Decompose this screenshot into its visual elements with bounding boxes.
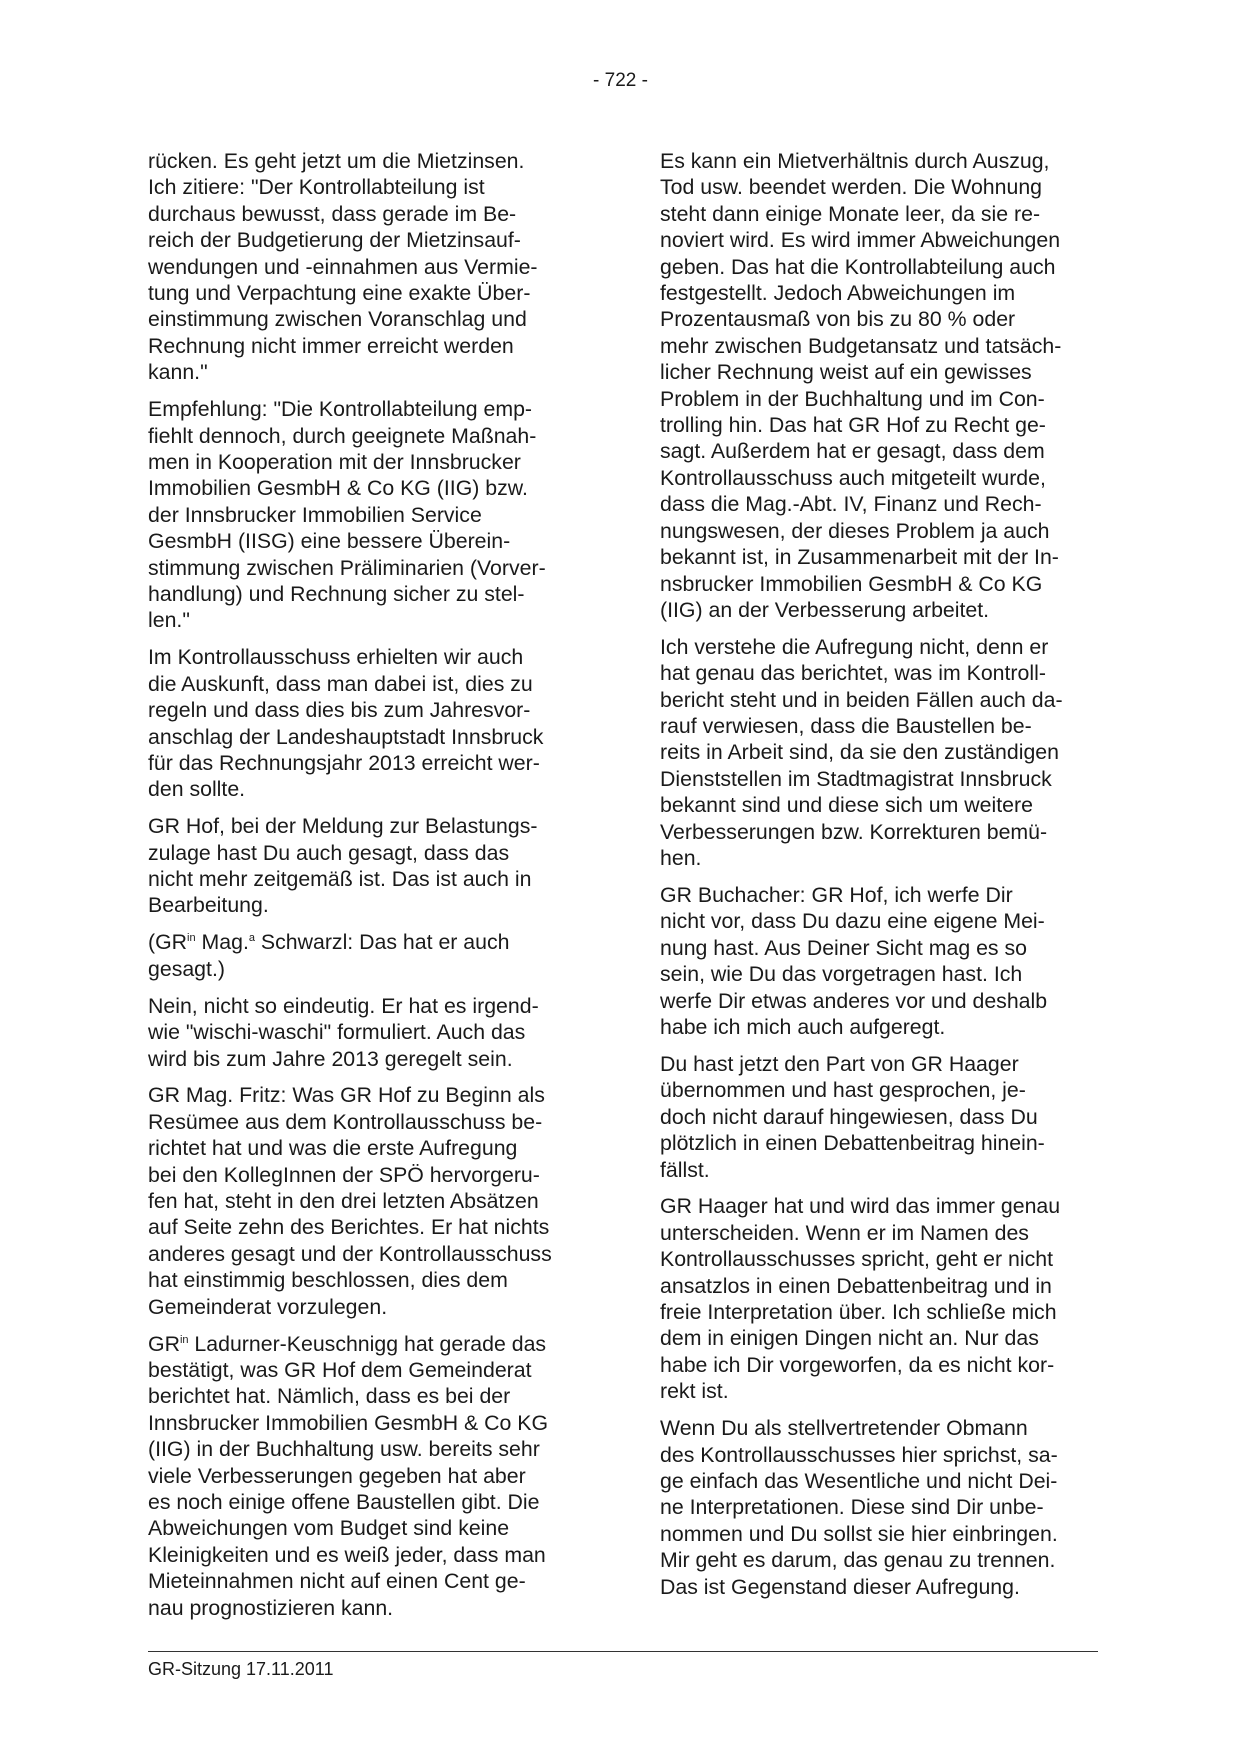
text-run: Schwarzl: Das hat er auch gesagt.) <box>148 930 510 981</box>
superscript: a <box>248 932 255 945</box>
paragraph: rücken. Es geht jetzt um die Mietzinsen. Ich zitiere: "Der Kontrollabteilung ist durchaus bewusst, dass gerade im Be- reich der Budgetierung der Mietzinsauf- wendungen und -einnahmen aus Vermie- tung und Verpachtung eine exakte Über- einstimmung zwischen Voranschlag und Rechnung nicht immer erreicht werden kann." <box>148 149 538 385</box>
paragraph: GR Buchacher: GR Hof, ich werfe Dir nicht vor, dass Du dazu eine eigene Mei- nung hast. Aus Deiner Sicht mag es so sein, wie Du das vorgetragen hast. Ich werfe Dir etwas anderes vor und deshalb habe ich mich auch aufgeregt. <box>660 882 1048 1039</box>
text-run: GR <box>148 1331 180 1356</box>
text-run: Mag. <box>195 930 249 955</box>
paragraph: Nein, nicht so eindeutig. Er hat es irgend- wie "wischi-waschi" formuliert. Auch das wird bis zum Jahre 2013 geregelt sein. <box>148 993 539 1071</box>
paragraph-interjection <box>148 929 588 982</box>
paragraph: Es kann ein Mietverhältnis durch Auszug, Tod usw. beendet werden. Die Wohnung steht dann einige Monate leer, da sie re- noviert wird. Es wird immer Abweichungen geben. Das hat die Kontrollabteilung auch festgestellt. Jedoch Abweichungen im Prozentausmaß von bis zu 80 % oder mehr zwischen Budgetansatz und tatsäch- licher Rechnung weist auf ein gewisses Problem in der Buchhaltung und im Con- trolling hin. Das hat GR Hof zu Recht ge- sagt. Außerdem hat er gesagt, dass dem Kontrollausschuss auch mitgeteilt wurde, dass die Mag.-Abt. IV, Finanz und Rech- nungswesen, der dieses Problem ja auch bekannt ist, in Zusammenarbeit mit der In- nsbrucker Immobilien GesmbH & Co KG (IIG) an der Verbesserung arbeitet. <box>660 149 1062 622</box>
superscript: in <box>179 1333 189 1346</box>
superscript: in <box>187 932 196 945</box>
footer-divider <box>148 1651 1098 1652</box>
paragraph: Du hast jetzt den Part von GR Haager übernommen und hast gesprochen, je- doch nicht darauf hingewiesen, dass Du plötzlich in einen Debattenbeitrag hinein- fällst. <box>660 1051 1045 1182</box>
paragraph: Im Kontrollausschuss erhielten wir auch die Auskunft, dass man dabei ist, dies zu regeln und dass dies bis zum Jahresvor- anschlag der Landeshauptstadt Innsbruck für das Rechnungsjahr 2013 erreicht wer- den sollte. <box>148 645 544 802</box>
page-number: - 722 - <box>593 70 648 91</box>
paragraph: Wenn Du als stellvertretender Obmann des Kontrollausschusses hier sprichst, sa- ge einfach das Wesentliche und nicht Dei- ne Interpretationen. Diese sind Dir unbe- nommen und Du sollst sie hier einbringen. Mir geht es darum, das genau zu trennen. Das ist Gegenstand dieser Aufregung. <box>660 1416 1058 1599</box>
paragraph: GR Haager hat und wird das immer genau unterscheiden. Wenn er im Namen des Kontrollausschusses spricht, geht er nicht ansatzlos in einen Debattenbeitrag und in freie Interpretation über. Ich schließe mich dem in einigen Dingen nicht an. Nur das habe ich Dir vorgeworfen, da es nicht kor- rekt ist. <box>660 1194 1061 1404</box>
paragraph: GR Mag. Fritz: Was GR Hof zu Beginn als Resümee aus dem Kontrollausschuss be- richtet hat und was die erste Aufregung bei den KollegInnen der SPÖ hervorgeru- fen hat, steht in den drei letzten Absätzen auf Seite zehn des Berichtes. Er hat nichts anderes gesagt und der Kontrollausschuss hat einstimmig beschlossen, dies dem Gemeinderat vorzulegen. <box>148 1083 552 1319</box>
footer-session-date: GR-Sitzung 17.11.2011 <box>148 1659 334 1679</box>
paragraph: Empfehlung: "Die Kontrollabteilung emp- fiehlt dennoch, durch geeignete Maßnah- men in Kooperation mit der Innsbrucker Immobilien GesmbH & Co KG (IIG) bzw. der Innsbrucker Immobilien Service GesmbH (IISG) eine bessere Überein- stimmung zwischen Präliminarien (Vorver- handlung) und Rechnung sicher zu stel- len." <box>148 397 546 633</box>
paragraph: GR Hof, bei der Meldung zur Belastungs- zulage hast Du auch gesagt, dass das nicht mehr zeitgemäß ist. Das ist auch in Bearbeitung. <box>148 814 538 918</box>
paragraph: Ich verstehe die Aufregung nicht, denn er hat genau das berichtet, was im Kontroll- bericht steht und in beiden Fällen auch da- rauf verwiesen, dass die Baustellen be- reits in Arbeit sind, da sie den zuständigen Dienststellen im Stadtmagistrat Innsbruck bekannt sind und diese sich um weitere Verbesserungen bzw. Korrekturen bemü- hen. <box>660 634 1063 871</box>
paragraph <box>148 1331 588 1621</box>
text-run: (GR <box>148 930 188 955</box>
right-column <box>660 148 1100 1611</box>
text-run: Ladurner-Keuschnigg hat gerade das bestätigt, was GR Hof dem Gemeinderat berichtet hat. Nämlich, dass es bei der Innsbrucker Immobilien GesmbH & Co KG (IIG) in der Buchhaltung usw. bereits sehr viele Verbesserungen gegeben hat aber es noch einige offene Baustellen gibt. Die Abweichungen vom Budget sind keine Kleinigkeiten und es weiß jeder, dass man Mieteinnahmen nicht auf einen Cent ge- nau prognostizieren kann. <box>148 1331 549 1620</box>
left-column <box>148 148 588 1632</box>
